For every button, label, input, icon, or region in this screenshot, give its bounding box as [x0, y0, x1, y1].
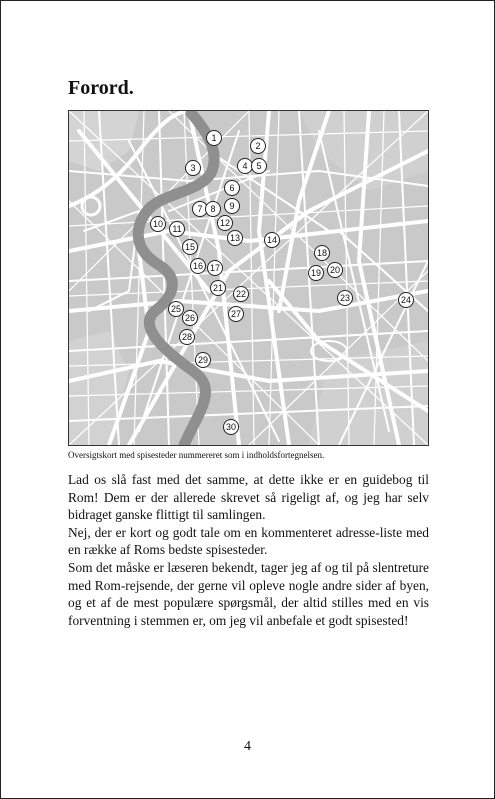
map-marker-label: 23	[339, 293, 351, 304]
map-marker-8	[206, 202, 221, 217]
map-marker-label: 3	[190, 163, 196, 174]
map-marker-label: 15	[184, 242, 196, 253]
map-marker-22	[234, 287, 249, 302]
map-graphic	[69, 111, 428, 445]
map-marker-3	[186, 161, 201, 176]
map-marker-label: 21	[212, 283, 224, 294]
map-marker-13	[228, 231, 243, 246]
map-marker-15	[183, 240, 198, 255]
map-marker-label: 4	[242, 161, 248, 172]
map-marker-label: 18	[316, 248, 328, 259]
map-marker-10	[151, 217, 166, 232]
map-marker-label: 30	[225, 422, 237, 433]
map-marker-21	[211, 281, 226, 296]
map-marker-11	[170, 222, 185, 237]
map-marker-25	[169, 302, 184, 317]
map-marker-label: 7	[197, 204, 203, 215]
map-marker-24	[399, 293, 414, 308]
overview-map	[68, 110, 429, 446]
map-marker-label: 19	[310, 268, 322, 279]
map-marker-16	[191, 259, 206, 274]
map-marker-30	[224, 420, 239, 435]
paragraph: Nej, der er kort og godt tale om en kommenteret adresse-liste med en række af Roms bedste spisesteder.	[68, 524, 429, 558]
map-marker-14	[265, 233, 280, 248]
map-marker-1	[207, 131, 222, 146]
map-marker-label: 17	[209, 263, 221, 274]
map-marker-label: 8	[210, 204, 216, 215]
map-marker-label: 14	[266, 235, 278, 246]
map-marker-18	[315, 246, 330, 261]
map-marker-12	[218, 216, 233, 231]
page-heading: Forord.	[68, 77, 134, 99]
map-marker-28	[180, 330, 195, 345]
map-marker-label: 26	[184, 313, 196, 324]
map-marker-label: 27	[230, 309, 242, 320]
paragraph: Som det måske er læseren bekendt, tager jeg af og til på slentreture med Rom-rejsende, der gerne vil opleve nogle andre sider af byen, og et af de mest populære spørgsmål, der altid stilles med en vis forventning i stemmen er, om jeg vil anbefale et godt spisested!	[68, 559, 429, 628]
map-marker-label: 12	[219, 218, 231, 229]
map-marker-label: 5	[256, 161, 262, 172]
map-caption: Oversigtskort med spisesteder nummereret som i indholdsfortegnelsen.	[68, 450, 325, 460]
map-marker-label: 11	[172, 224, 182, 235]
map-marker-label: 2	[255, 141, 261, 152]
map-marker-label: 20	[329, 265, 341, 276]
map-marker-19	[309, 266, 324, 281]
map-marker-5	[252, 159, 267, 174]
map-marker-label: 9	[229, 201, 235, 212]
map-marker-label: 13	[229, 233, 241, 244]
page-number: 4	[244, 739, 251, 754]
map-marker-20	[328, 263, 343, 278]
map-marker-label: 10	[152, 219, 164, 230]
body-text	[68, 471, 429, 629]
map-marker-9	[225, 199, 240, 214]
map-marker-label: 29	[197, 355, 209, 366]
map-marker-label: 16	[192, 261, 204, 272]
map-marker-27	[229, 307, 244, 322]
map-marker-label: 1	[211, 133, 217, 144]
map-marker-label: 22	[235, 289, 247, 300]
map-marker-29	[196, 353, 211, 368]
map-marker-4	[238, 159, 253, 174]
map-marker-label: 24	[400, 295, 412, 306]
map-marker-label: 28	[181, 332, 193, 343]
map-marker-label: 6	[229, 183, 235, 194]
map-marker-23	[338, 291, 353, 306]
map-marker-6	[225, 181, 240, 196]
map-marker-2	[251, 139, 266, 154]
paragraph: Lad os slå fast med det samme, at dette ikke er en guidebog til Rom! Dem er der allerede skrevet så rigeligt af, og jeg har selv bidraget ganske flittigt til samlingen.	[68, 472, 429, 523]
map-marker-17	[208, 261, 223, 276]
map-marker-label: 25	[170, 304, 182, 315]
map-marker-26	[183, 311, 198, 326]
